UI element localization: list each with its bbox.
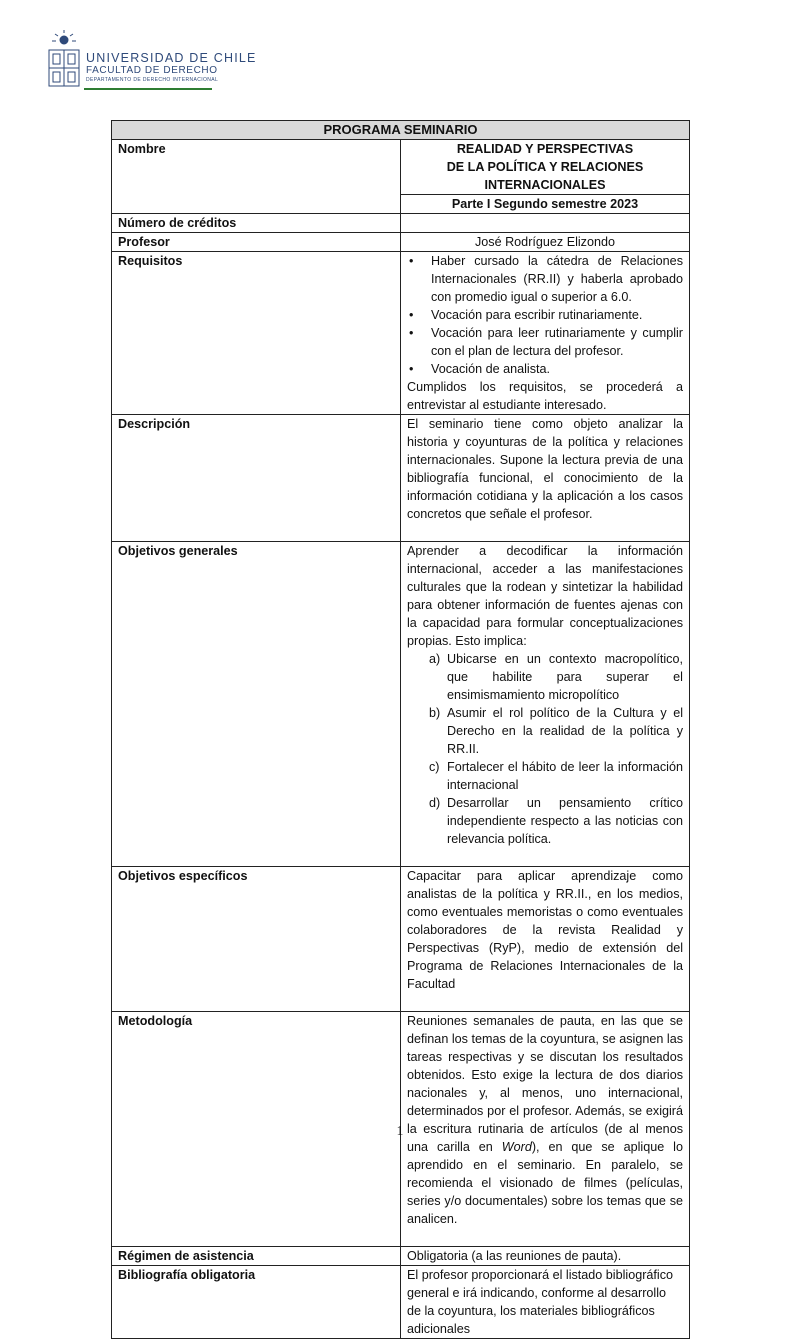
- objetivos-generales-intro: Aprender a decodificar la información internacional, acceder a las manifestaciones culturales que la rodean y sintetizar la habilidad para obtener información de fuentes ajenas con la capacidad para formular conceptualizaciones propias. Esto implica:: [407, 544, 683, 648]
- objetivos-generales-list: [407, 650, 683, 848]
- value-objetivos-especificos: Capacitar para aplicar aprendizaje como analistas de la política y RR.II., en los medios, como eventuales memoristas o como eventuales colaboradores de la revista Realidad y Perspectivas (RyP), medio de extensión del Programa de Relaciones Internacionales de la Facultad: [401, 867, 690, 1012]
- requisitos-list: [407, 252, 683, 378]
- list-item: [407, 704, 683, 758]
- label-asistencia: Régimen de asistencia: [112, 1247, 401, 1266]
- list-item: [407, 758, 683, 794]
- program-table: [111, 120, 690, 1339]
- row-asistencia: [112, 1247, 690, 1266]
- metodologia-text-2: ), en que se aplique lo aprendido en el seminario. En paralelo, se recomienda el visionado de filmes (películas, series y/o documentales) sobre los temas que se analicen.: [407, 1140, 683, 1226]
- label-objetivos-especificos: Objetivos específicos: [112, 867, 401, 1012]
- value-profesor: José Rodríguez Elizondo: [401, 233, 690, 252]
- list-item: • Vocación de analista.: [407, 360, 683, 378]
- list-item-text: Desarrollar un pensamiento crítico independiente respecto a las noticias con relevancia política.: [447, 796, 683, 846]
- label-bibliografia: Bibliografía obligatoria: [112, 1266, 401, 1339]
- row-objetivos-generales: [112, 542, 690, 867]
- course-title-line1: REALIDAD Y PERSPECTIVAS: [456, 142, 634, 156]
- label-profesor: Profesor: [112, 233, 401, 252]
- metodologia-text-1: Reuniones semanales de pauta, en las que se definan los temas de la coyuntura, se asignen las tareas respectivas y se discutan los resultados obtenidos. Esto exige la lectura de dos diarios nacionales y, al menos, uno internacional, determinados por el profesor. Además, se exigirá la escritura rutinaria de artículos (de al menos una carilla en: [407, 1014, 683, 1154]
- value-creditos: [401, 214, 690, 233]
- row-descripcion: [112, 415, 690, 542]
- title-row: [112, 121, 690, 140]
- list-item-text: Asumir el rol político de la Cultura y el Derecho en la realidad de la política y RR.II.: [447, 706, 683, 756]
- university-name: UNIVERSIDAD DE CHILE: [86, 51, 257, 65]
- value-objetivos-generales: [401, 542, 690, 867]
- list-item-text: Fortalecer el hábito de leer la información internacional: [447, 760, 683, 792]
- header-rule: [84, 88, 212, 90]
- course-title-line2: DE LA POLÍTICA Y RELACIONES INTERNACIONALES: [446, 160, 644, 192]
- list-item: • Haber cursado la cátedra de Relaciones Internacionales (RR.II) y haberla aprobado con promedio igual o superior a 6.0.: [407, 252, 683, 306]
- value-bibliografia: El profesor proporcionará el listado bibliográfico general e irá indicando, conforme al desarrollo de la coyuntura, los materiales bibliográficos adicionales: [401, 1266, 690, 1339]
- list-marker: d): [429, 796, 441, 810]
- value-descripcion: El seminario tiene como objeto analizar la historia y coyunturas de la política y relaciones internacionales. Supone la lectura previa de una bibliografía funcional, el conocimiento de la información cotidiana y la aplicación a los casos concretos que señale el profesor.: [401, 415, 690, 542]
- value-nombre: [401, 140, 690, 195]
- label-nombre: Nombre: [112, 140, 401, 214]
- department-name: DEPARTAMENTO DE DERECHO INTERNACIONAL: [86, 77, 219, 83]
- course-term: Parte I Segundo semestre 2023: [401, 195, 690, 214]
- university-header: [46, 30, 257, 92]
- metodologia-word: Word: [501, 1140, 532, 1154]
- list-item: [407, 650, 683, 704]
- row-nombre: [112, 140, 690, 195]
- university-seal-icon: [46, 30, 82, 90]
- label-objetivos-generales: Objetivos generales: [112, 542, 401, 867]
- label-metodologia: Metodología: [112, 1012, 401, 1247]
- list-item: • Vocación para leer rutinariamente y cumplir con el plan de lectura del profesor.: [407, 324, 683, 360]
- label-creditos: Número de créditos: [112, 214, 401, 233]
- list-marker: a): [429, 652, 441, 666]
- faculty-name: FACULTAD DE DERECHO: [86, 65, 218, 76]
- page-number: 1: [396, 1124, 404, 1139]
- requisitos-note: Cumplidos los requisitos, se procederá a entrevistar al estudiante interesado.: [407, 380, 683, 412]
- table-title: PROGRAMA SEMINARIO: [112, 121, 690, 140]
- label-descripcion: Descripción: [112, 415, 401, 542]
- row-requisitos: [112, 252, 690, 415]
- list-item: • Vocación para escribir rutinariamente.: [407, 306, 683, 324]
- list-item: [407, 794, 683, 848]
- row-objetivos-especificos: [112, 867, 690, 1012]
- label-requisitos: Requisitos: [112, 252, 401, 415]
- value-requisitos: [401, 252, 690, 415]
- list-marker: c): [429, 760, 440, 774]
- value-asistencia: Obligatoria (a las reuniones de pauta).: [401, 1247, 690, 1266]
- row-profesor: [112, 233, 690, 252]
- list-item-text: Ubicarse en un contexto macropolítico, que habilite para superar el ensimismamiento micropolítico: [447, 652, 683, 702]
- row-creditos: [112, 214, 690, 233]
- list-marker: b): [429, 706, 441, 720]
- row-bibliografia: [112, 1266, 690, 1339]
